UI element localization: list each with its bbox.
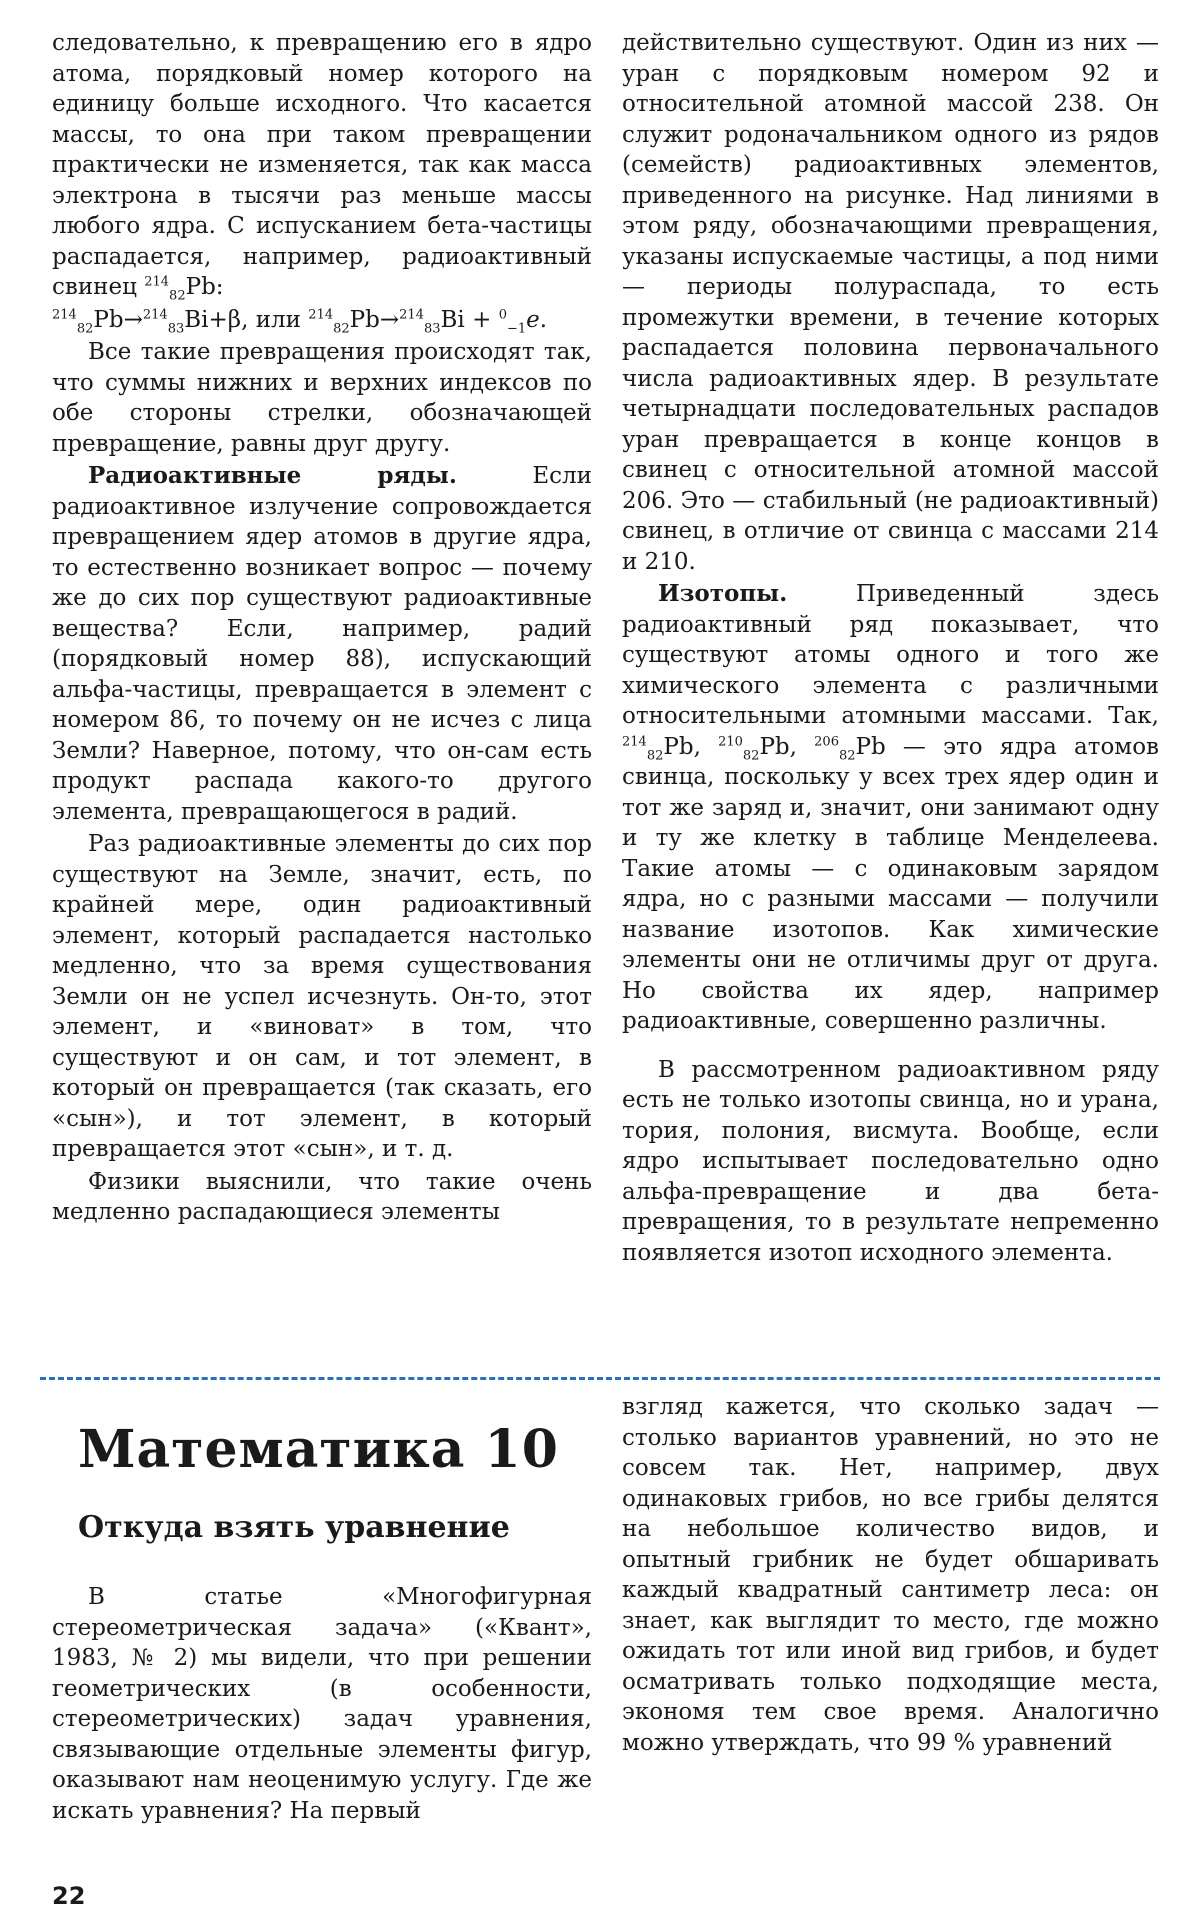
paragraph: В статье «Многофигурная стереометрическая задача» («Квант», 1983, № 2) мы видели, что при решении геометрических (в особенности, стереометрических) задач уравнения, связывающие отдельные элементы фигур, оказывают нам неоценимую услугу. Где же искать уравнения? На первый [52, 1584, 592, 1824]
paragraph: Все такие превращения происходят так, что суммы нижних и верхних индексов по обе стороны стрелки, обозначающей превращение, равны друг другу. [52, 339, 592, 457]
article-column-top-left [52, 28, 592, 1228]
section-title: Математика 10 [78, 1419, 559, 1480]
isotope-lead-214: $^{214}_{82}$Pb [144, 274, 216, 304]
article-column-top-right [622, 28, 1159, 1268]
isotope-lead-210: $^{210}_{82}$Pb [718, 733, 790, 764]
article-title: Откуда взять уравнение [78, 1510, 510, 1545]
run-in-heading: Радиоактивные ряды. [88, 462, 457, 489]
paragraph: следовательно, к превращению его в ядро атома, порядковый номер которого на единицу больше исходного. Что касается массы, то она при таком превращении практически не изменяется, так как масса электрона в тысячи раз меньше массы любого ядра. С испусканием бета-частицы распадается, например, радиоактивный свинец $^{214}_{82}$Pb: [52, 30, 592, 304]
page-number: 22 [52, 1882, 86, 1910]
isotope-lead-206: $^{206}_{82}$Pb [814, 733, 886, 764]
article-column-bottom-right [622, 1392, 1159, 1758]
paragraph-isotopes: Изотопы. Приведенный здесь радиоактивный ряд показывает, что существуют атомы одного и того же химического элемента с различными относительными атомными массами. Так, $^{214}_{82}$Pb, $^{210}_{82}$Pb, $^{206}_{82}$Pb — это ядра атомов свинца, поскольку у всех трех ядер один и тот же заряд и, значит, они занимают одну и ту же клетку в таблице Менделеева. Такие атомы — с одинаковым зарядом ядра, но с разными массами — получили название изотопов. Как химические элементы они не отличимы друг от друга. Но свойства их ядер, например радиоактивные, совершенно различны. [622, 580, 1159, 1034]
article-column-bottom-left [52, 1582, 592, 1826]
paragraph: Физики выяснили, что такие очень медленно распадающиеся элементы [52, 1168, 592, 1225]
beta-decay-formula: $^{214}_{82}$Pb→$^{214}_{83}$Bi+β, или $^{214}_{82}$Pb→$^{214}_{83}$Bi + $^0_{-1}$e. [52, 306, 548, 337]
paragraph: взгляд кажется, что сколько задач — столько вариантов уравнений, но это не совсем так. Нет, например, двух одинаковых грибов, но все грибы делятся на небольшое количество видов, и опытный грибник не будет обшаривать каждый квадратный сантиметр леса: он знает, как выглядит то место, где можно ожидать тот или иной вид грибов, и будет осматривать только подходящие места, экономя тем свое время. Аналогично можно утверждать, что 99 % уравнений [622, 1394, 1159, 1756]
paragraph: В рассмотренном радиоактивном ряду есть не только изотопы свинца, но и урана, тория, полония, висмута. Вообще, если ядро испытывает последовательно одно альфа-превращение и два бета-превращения, то в результате непременно появляется изотоп исходного элемента. [622, 1056, 1159, 1266]
run-in-heading: Изотопы. [658, 580, 788, 607]
paragraph-radioactive-series: Радиоактивные ряды. Если радиоактивное излучение сопровождается превращением ядер атомов в другие ядра, то естественно возникает вопрос — почему же до сих пор существуют радиоактивные вещества? Если, например, радий (порядковый номер 88), испускающий альфа-частицы, превращается в элемент с номером 86, то почему он не исчез с лица Земли? Наверное, потому, что он-сам есть продукт распада какого-то другого элемента, превращающегося в радий. [52, 462, 592, 825]
section-divider [40, 1377, 1160, 1380]
isotope-lead-214: $^{214}_{82}$Pb [622, 733, 694, 764]
paragraph-text: следовательно, к превращению его в ядро атома, порядковый номер которого на единицу больше исходного. Что касается массы, то она при таком превращении практически не изменяется, так как масса электрона в тысячи раз меньше массы любого ядра. С испусканием бета-частицы распадается, например, радиоактивный свинец [52, 30, 592, 300]
paragraph: действительно существуют. Один из них — уран с порядковым номером 92 и относительной атомной массой 238. Он служит родоначальником одного из рядов (семейств) радиоактивных элементов, приведенного на рисунке. Над линиями в этом ряду, обозначающими превращения, указаны испускаемые частицы, а под ними — периоды полураспада, то есть промежутки времени, в течение которых распадается половина первоначального числа радиоактивных ядер. В результате четырнадцати последовательных распадов уран превращается в конце концов в свинец с относительной атомной массой 206. Это — стабильный (не радиоактивный) свинец, в отличие от свинца с массами 214 и 210. [622, 30, 1159, 575]
paragraph: Раз радиоактивные элементы до сих пор существуют на Земле, значит, есть, по крайней мере, один радиоактивный элемент, который распадается настолько медленно, что за время существования Земли он не успел исчезнуть. Он-то, этот элемент, и «виноват» в том, что существуют и он сам, и тот элемент, в который он превращается (так сказать, его «сын»), и тот элемент, в который превращается этот «сын», и т. д. [52, 831, 592, 1162]
